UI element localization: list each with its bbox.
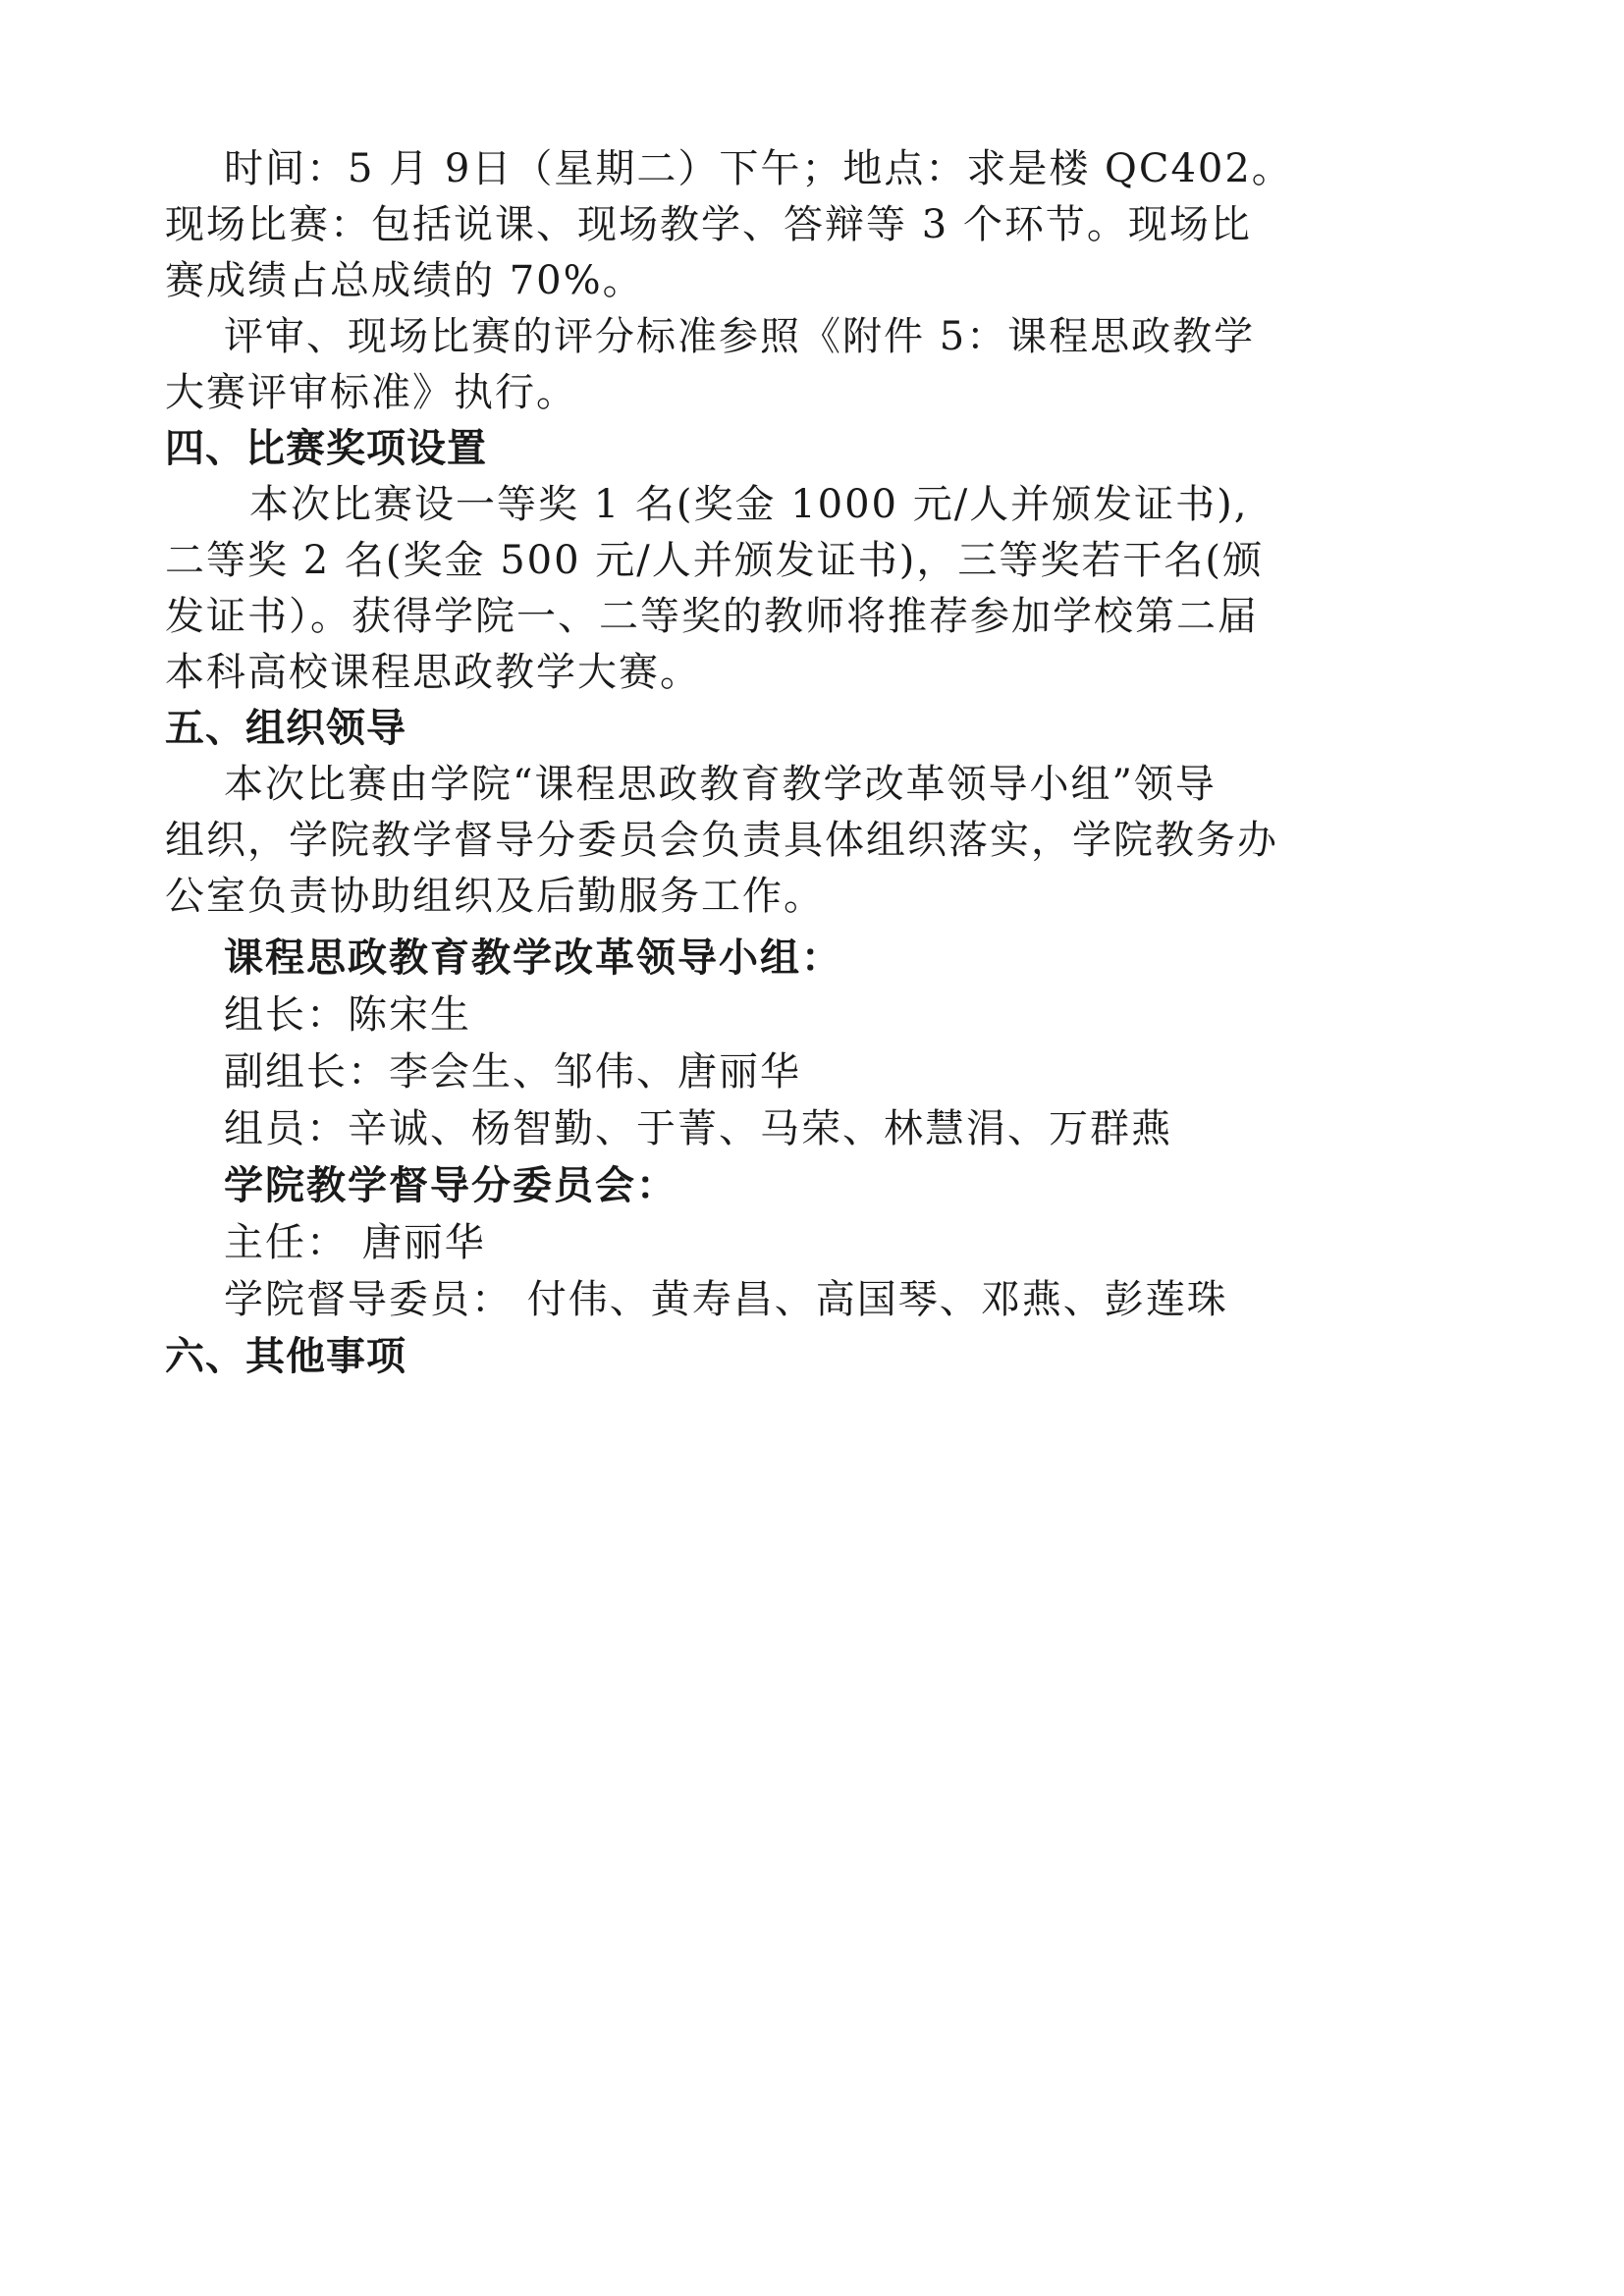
paragraph-line: 二等奖 2 名(奖金 500 元/人并颁发证书)，三等奖若干名(颁 (165, 538, 1264, 583)
member-line: 组长：陈宋生 (224, 992, 471, 1038)
paragraph-line: 本科高校课程思政教学大赛。 (165, 650, 701, 695)
member-line: 主任： 唐丽华 (224, 1220, 486, 1265)
section-heading: 五、组织领导 (165, 706, 406, 751)
paragraph-line: 评审、现场比赛的评分标准参照《附件 5：课程思政教学 (224, 314, 1256, 359)
member-line: 组员：辛诚、杨智勤、于菁、马荣、林慧涓、万群燕 (224, 1106, 1172, 1151)
paragraph-line: 组织，学院教学督导分委员会负责具体组织落实，学院教务办 (165, 818, 1278, 863)
group-subheading: 学院教学督导分委员会： (224, 1162, 677, 1208)
paragraph-line: 赛成绩占总成绩的 70%。 (165, 258, 644, 303)
paragraph-line: 现场比赛：包括说课、现场教学、答辩等 3 个环节。现场比 (165, 202, 1252, 247)
paragraph-line: 时间：5 月 9日（星期二）下午；地点：求是楼 QC402。 (224, 146, 1293, 191)
paragraph-line: 公室负责协助组织及后勤服务工作。 (165, 874, 825, 919)
paragraph-line: 发证书）。获得学院一、二等奖的教师将推荐参加学校第二届 (165, 594, 1259, 639)
section-heading: 六、其他事项 (165, 1334, 406, 1379)
member-line: 学院督导委员： 付伟、黄寿昌、高国琴、邓燕、彭莲珠 (224, 1277, 1228, 1322)
group-subheading: 课程思政教育教学改革领导小组： (224, 934, 842, 981)
member-line: 副组长：李会生、邹伟、唐丽华 (224, 1049, 801, 1095)
paragraph-line: 本次比赛设一等奖 1 名(奖金 1000 元/人并颁发证书), (249, 482, 1249, 527)
section-heading: 四、比赛奖项设置 (165, 426, 487, 471)
paragraph-line: 本次比赛由学院“课程思政教育教学改革领导小组”领导 (224, 762, 1217, 807)
paragraph-line: 大赛评审标准》执行。 (165, 370, 577, 415)
